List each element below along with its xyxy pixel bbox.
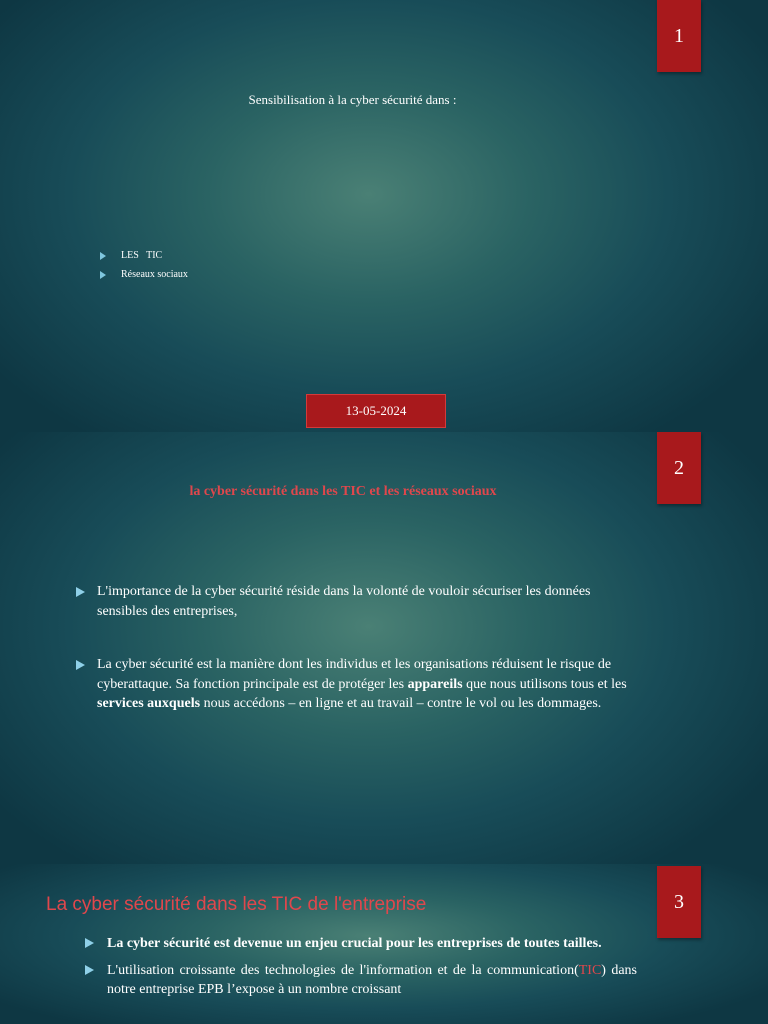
bold-text: appareils bbox=[407, 676, 463, 692]
triangle-bullet-icon bbox=[85, 938, 94, 948]
slide-title: La cyber sécurité dans les TIC de l'entreprise bbox=[46, 894, 427, 915]
triangle-bullet-icon bbox=[85, 965, 94, 975]
bold-text: services auxquels bbox=[97, 696, 201, 711]
bullet-item bbox=[76, 582, 636, 621]
slide-3 bbox=[0, 864, 768, 1024]
slide-title: Sensibilisation à la cyber sécurité dans : bbox=[248, 92, 457, 107]
slide-number: 1 bbox=[674, 24, 684, 47]
bullet-item bbox=[85, 934, 637, 953]
slide-number: 2 bbox=[674, 456, 684, 479]
topic-list bbox=[100, 249, 188, 287]
highlight-text: TIC bbox=[578, 963, 602, 978]
slide-number-badge bbox=[657, 866, 701, 938]
list-item bbox=[100, 249, 188, 268]
triangle-bullet-icon bbox=[76, 660, 85, 670]
bullet-text: L'utilisation croissante des technologies de l'information et de la communication( bbox=[107, 963, 579, 978]
bullet-text: nous accédons – en ligne et au travail – contre le vol ou les dommages. bbox=[200, 696, 602, 711]
slide-2 bbox=[0, 432, 768, 864]
bullet-text: que nous utilisons tous et les bbox=[462, 676, 627, 692]
date-text: 13-05-2024 bbox=[345, 403, 407, 418]
bullet-item bbox=[76, 655, 636, 714]
bullet-text: La cyber sécurité est devenue un enjeu crucial pour les entreprises de toutes tailles. bbox=[107, 936, 602, 951]
triangle-bullet-icon bbox=[76, 587, 85, 597]
bullet-text: ) dans notre entreprise EPB l’expose à un nombre croissant bbox=[107, 963, 637, 997]
bullet-text: L'importance de la cyber sécurité réside dans la volonté de vouloir sécuriser les données sensibles des entreprises, bbox=[97, 584, 591, 619]
bullet-item bbox=[85, 961, 637, 999]
triangle-bullet-icon bbox=[100, 252, 106, 260]
list-item-text: Réseaux sociaux bbox=[121, 269, 188, 280]
list-item-text: LES TIC bbox=[121, 250, 163, 261]
triangle-bullet-icon bbox=[100, 271, 106, 279]
date-badge bbox=[306, 394, 446, 428]
bullet-list bbox=[85, 934, 637, 1007]
list-item bbox=[100, 268, 188, 287]
slide-title: la cyber sécurité dans les TIC et les réseaux sociaux bbox=[189, 484, 497, 499]
bullet-text: La cyber sécurité est la manière dont les individus et les organisations réduisent le risque de cyberattaque. Sa fonction principale est de protéger les bbox=[97, 657, 612, 692]
slide-number: 3 bbox=[674, 890, 684, 913]
slide-number-badge bbox=[657, 0, 701, 72]
bullet-list bbox=[76, 582, 636, 714]
slide-1 bbox=[0, 0, 768, 432]
